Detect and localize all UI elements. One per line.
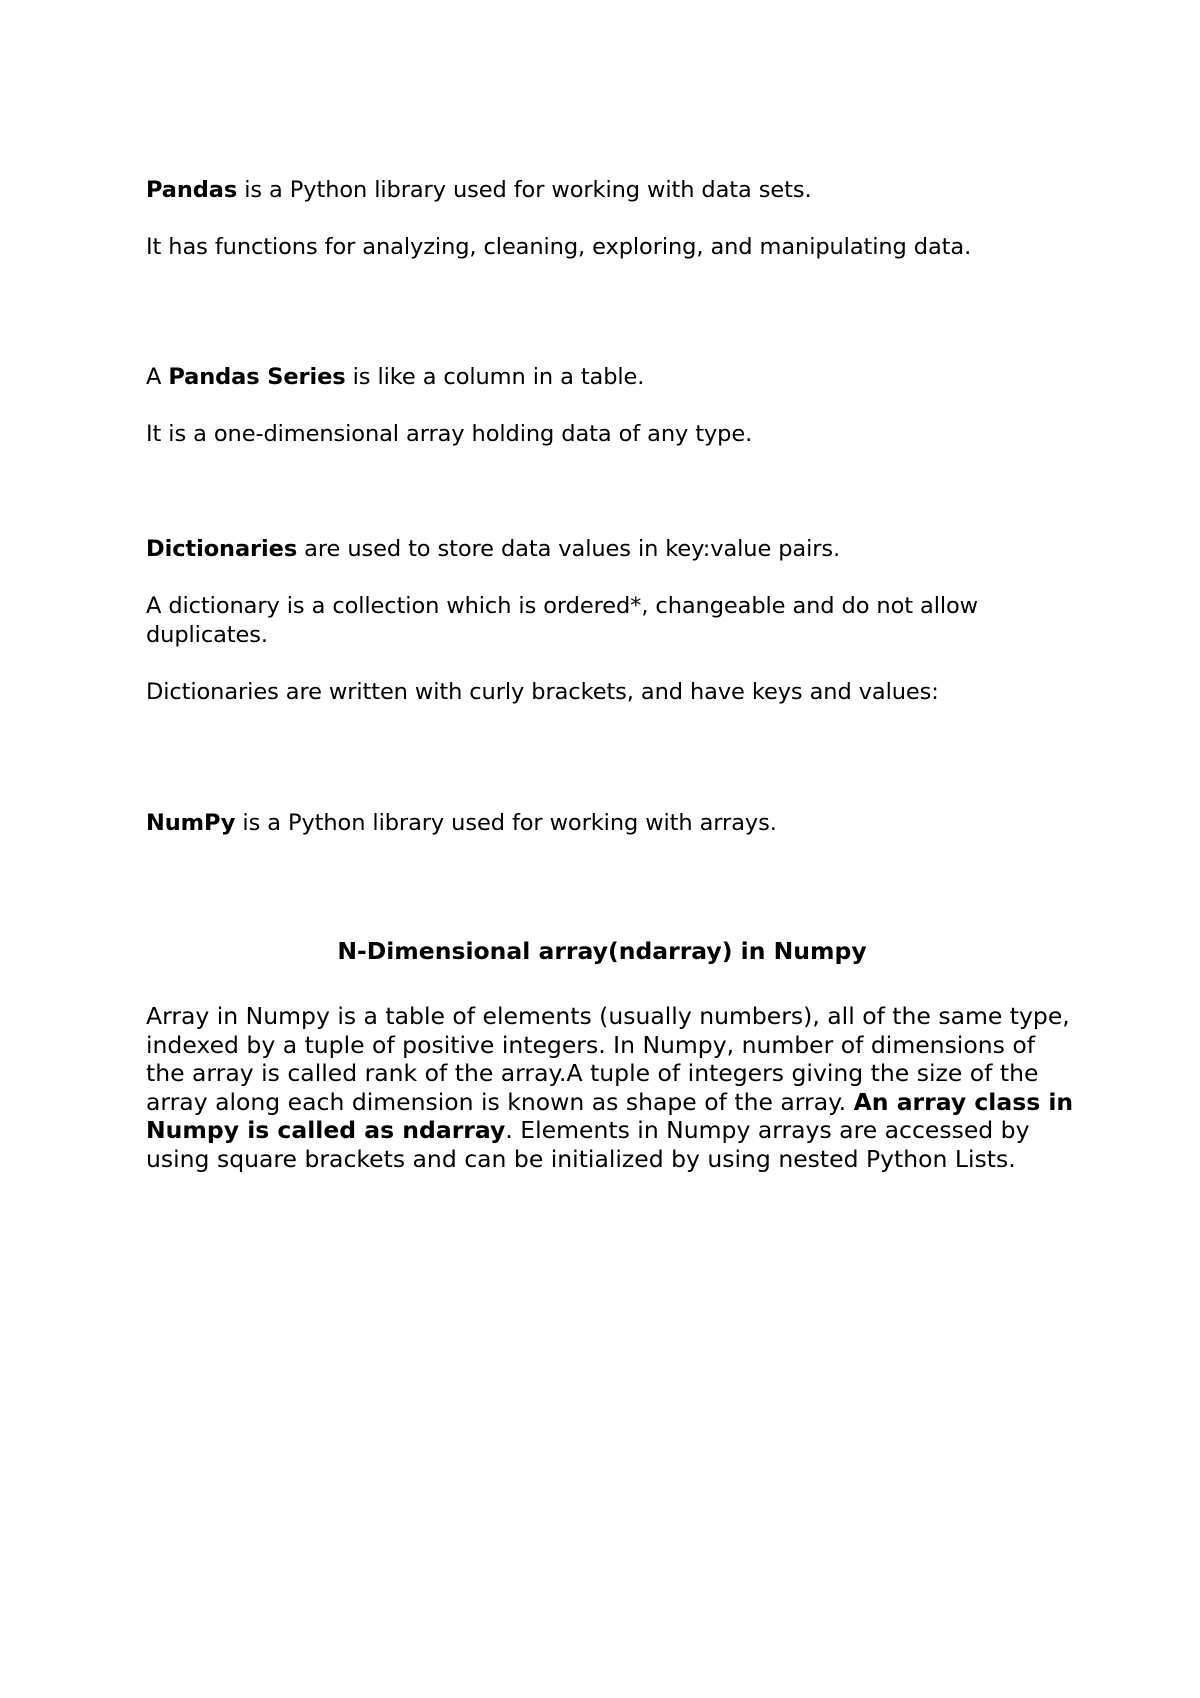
pandas-term: Pandas (146, 177, 238, 203)
ndarray-body-text-2: . Elements in Numpy arrays are accessed by using square brackets and can be initialized by using nested Python Lists. (146, 1116, 1030, 1173)
pandas-functions-paragraph: It has functions for analyzing, cleaning, exploring, and manipulating data. (146, 234, 972, 260)
series-text: is like a column in a table. (345, 364, 645, 390)
series-prefix: A (146, 364, 169, 390)
series-description-paragraph: It is a one-dimensional array holding data of any type. (146, 421, 753, 447)
dictionaries-term: Dictionaries (146, 536, 298, 562)
dictionaries-intro-paragraph (146, 535, 840, 564)
ndarray-body-paragraph (146, 1002, 1076, 1173)
dictionaries-intro-text: are used to store data values in key:value pairs. (297, 536, 841, 562)
dictionary-syntax-paragraph: Dictionaries are written with curly brackets, and have keys and values: (146, 679, 939, 705)
ndarray-heading: N-Dimensional array(ndarray) in Numpy (337, 937, 867, 965)
pandas-intro-paragraph (146, 176, 812, 205)
pandas-intro-text: is a Python library used for working with data sets. (237, 177, 812, 203)
numpy-term: NumPy (146, 810, 236, 836)
dictionary-collection-paragraph: A dictionary is a collection which is ordered*, changeable and do not allow duplicates. (146, 593, 978, 648)
numpy-intro-text: is a Python library used for working with arrays. (235, 810, 777, 836)
ndarray-class-emphasis: An array class in Numpy is called as ndarray (146, 1087, 1074, 1144)
numpy-intro-paragraph (146, 809, 777, 838)
ndarray-body-text-1: Array in Numpy is a table of elements (usually numbers), all of the same type, indexed by a tuple of positive integers. In Numpy, number of dimensions of the array is called rank of the array.A tuple of integers giving the size of the array along each dimension is known as shape of the array. (146, 1002, 1070, 1116)
pandas-series-term: Pandas Series (168, 364, 346, 390)
pandas-series-paragraph (146, 363, 644, 392)
